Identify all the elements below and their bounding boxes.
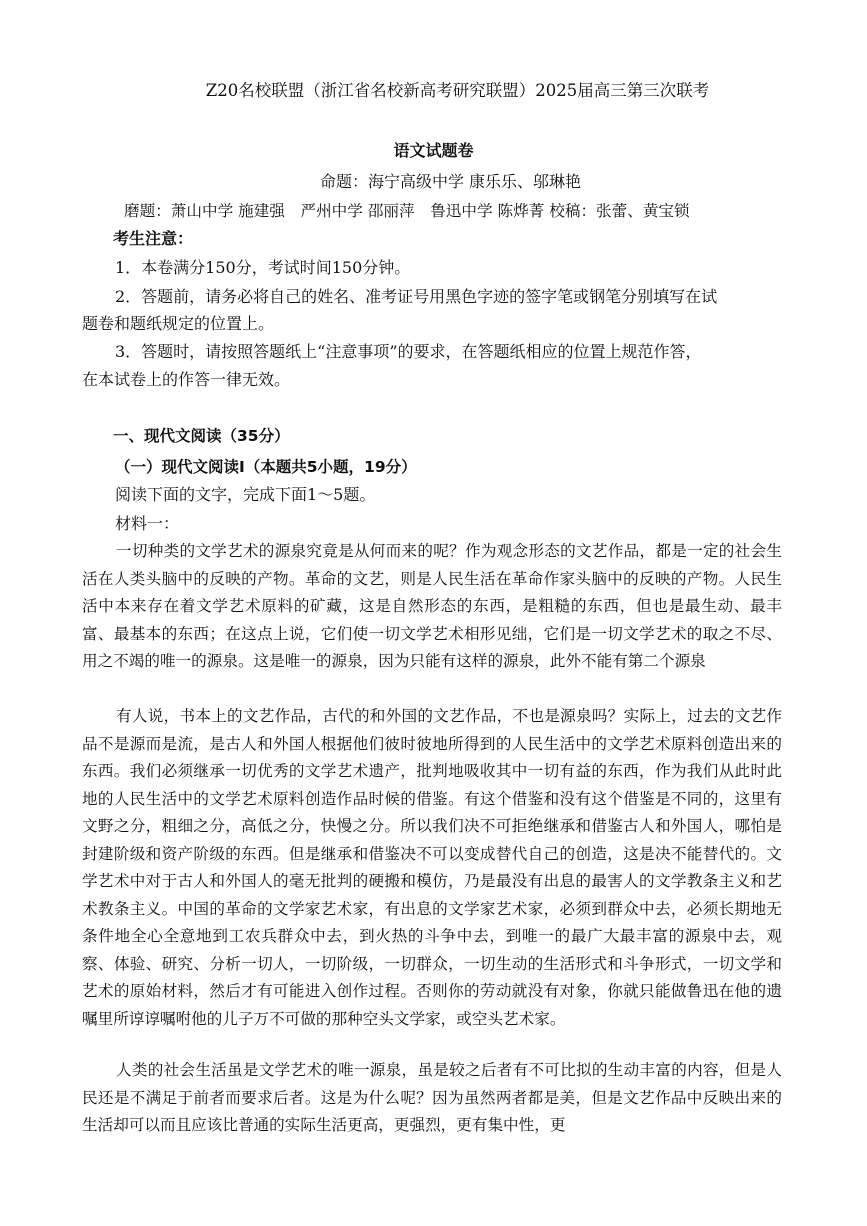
author-line: 命题：海宁高级中学 康乐乐、邬琳艳 — [319, 172, 582, 191]
paragraph-text: 一切种类的文学艺术的源泉究竟是从何而来的呢？作为观念形态的文艺作品，都是一定的社会生活在人类头脑中的反映的产物。革命的文艺，则是人民生活在革命作家头脑中的反映的产物。人民生活中本来存在着文学艺术原料的矿藏，这是自然形态的东西，是粗糙的东西，但也是最生动、最丰富、最基本的东西；在这点上说，它们使一切文学艺术相形见绌，它们是一切文学艺术的取之不尽、用之不竭的唯一的源泉。这是唯一的源泉，因为只能有这样的源泉，此外不能有第二个源泉 — [82, 542, 782, 670]
subsection-title: （一）现代文阅读Ⅰ（本题共5小题，19分） — [115, 458, 417, 476]
material-paragraph-1 — [82, 538, 782, 676]
exam-title: Z20名校联盟（浙江省名校新高考研究联盟）2025届高三第三次联考 — [205, 81, 710, 100]
material-paragraph-3 — [82, 1057, 782, 1140]
reviewers-line: 磨题：萧山中学 施建强 严州中学 邵丽萍 鲁迅中学 陈烨菁 校稿：张蕾、黄宝锁 — [124, 202, 690, 220]
material-paragraph-2 — [82, 703, 782, 1033]
notice-item-2: 2．答题前，请务必将自己的姓名、准考证号用黑色字迹的签字笔或钢笔分别填写在试 — [115, 287, 718, 306]
notice-item-3: 3．答题时，请按照答题纸上“注意事项”的要求，在答题纸相应的位置上规范作答， — [115, 342, 702, 361]
material-label: 材料一： — [115, 514, 180, 533]
notice-item-3-continued: 在本试卷上的作答一律无效。 — [82, 370, 291, 389]
notice-item-2-continued: 题卷和题纸规定的位置上。 — [82, 314, 275, 333]
subject-title: 语文试题卷 — [393, 141, 474, 160]
notice-label: 考生注意： — [113, 229, 194, 248]
paragraph-text: 人类的社会生活虽是文学艺术的唯一源泉，虽是较之后者有不可比拟的生动丰富的内容，但是人民还是不满足于前者而要求后者。这是为什么呢？因为虽然两者都是美，但是文艺作品中反映出来的生活却可以而且应该比普通的实际生活更高，更强烈，更有集中性，更 — [82, 1061, 782, 1134]
reading-instruction: 阅读下面的文字，完成下面1～5题。 — [115, 485, 376, 504]
notice-item-1: 1．本卷满分150分，考试时间150分钟。 — [115, 258, 411, 277]
section-title: 一、现代文阅读（35分） — [113, 427, 290, 445]
paragraph-text: 有人说，书本上的文艺作品，古代的和外国的文艺作品，不也是源泉吗？实际上，过去的文艺作品不是源而是流，是古人和外国人根据他们彼时彼地所得到的人民生活中的文学艺术原料创造出来的东西。我们必须继承一切优秀的文学艺术遗产，批判地吸收其中一切有益的东西，作为我们从此时此地的人民生活中的文学艺术原料创造作品时候的借鉴。有这个借鉴和没有这个借鉴是不同的，这里有文野之分，粗细之分，高低之分，快慢之分。所以我们决不可拒绝继承和借鉴古人和外国人，哪怕是封建阶级和资产阶级的东西。但是继承和借鉴决不可以变成替代自己的创造，这是决不能替代的。文学艺术中对于古人和外国人的毫无批判的硬搬和模仿，乃是最没有出息的最害人的文学教条主义和艺术教条主义。中国的革命的文学家艺术家，有出息的文学家艺术家，必须到群众中去，必须长期地无条件地全心全意地到工农兵群众中去，到火热的斗争中去，到唯一的最广大最丰富的源泉中去，观察、体验、研究、分析一切人，一切阶级，一切群众，一切生动的生活形式和斗争形式，一切文学和艺术的原始材料，然后才有可能进入创作过程。否则你的劳动就没有对象，你就只能做鲁迅在他的遗嘱里所谆谆嘱咐他的儿子万不可做的那种空头文学家，或空头艺术家。 — [82, 707, 782, 1028]
